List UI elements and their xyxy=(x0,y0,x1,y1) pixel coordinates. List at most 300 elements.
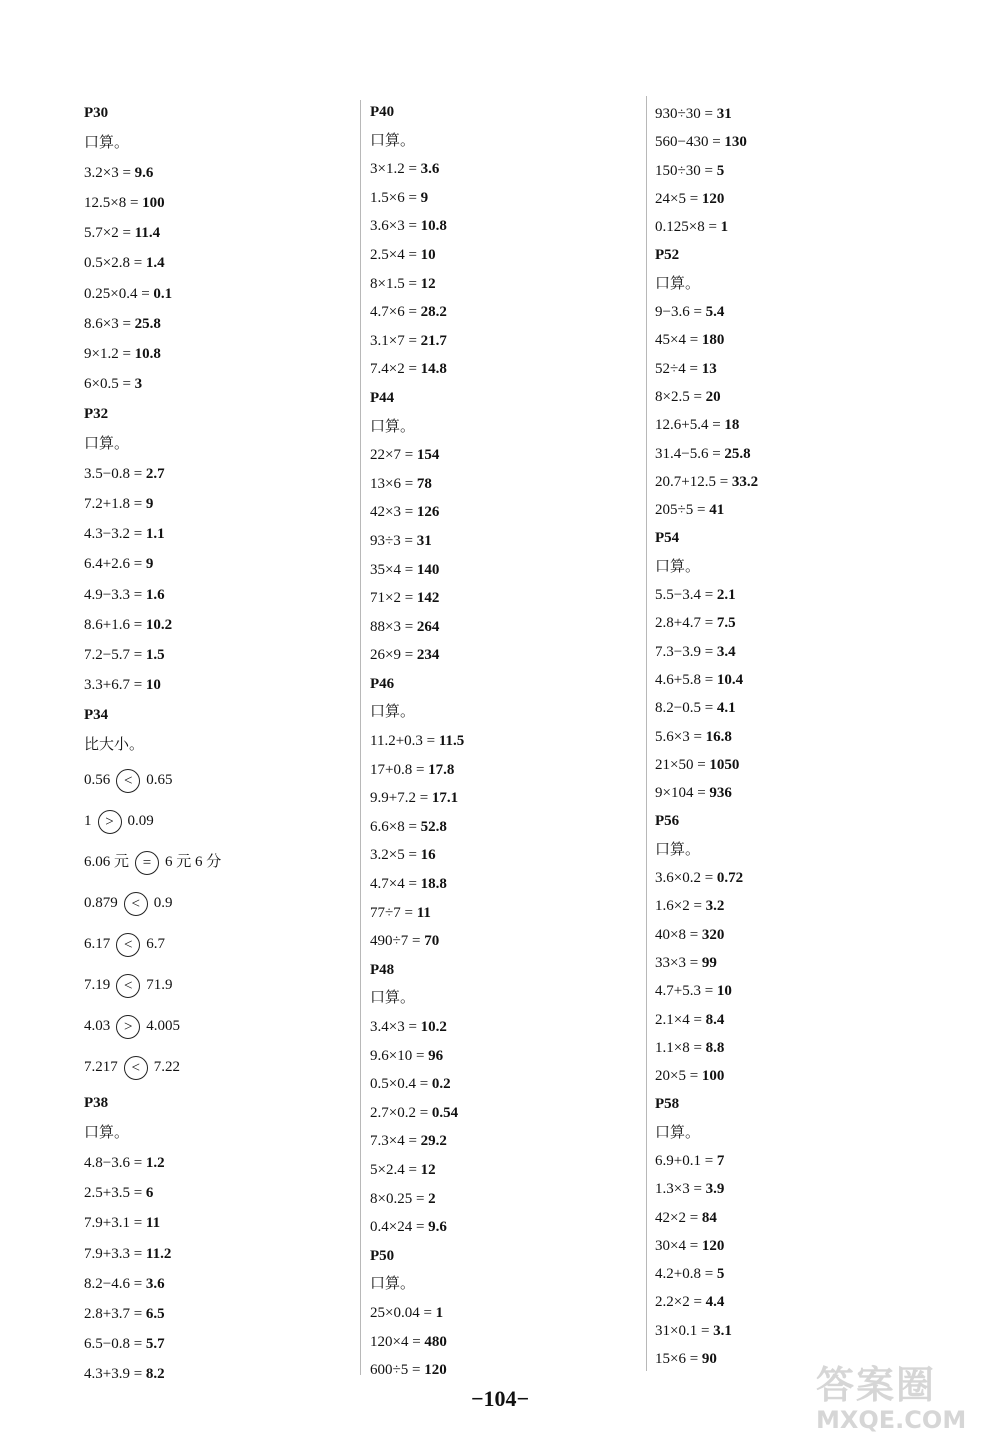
problem-answer: 33.2 xyxy=(731,473,759,490)
comparison-row xyxy=(84,801,354,842)
problem-expression: 3.5−0.8 = xyxy=(84,466,146,483)
problem-row xyxy=(370,527,630,556)
problem-answer: 264 xyxy=(416,618,440,635)
section-instruction: 口算。 xyxy=(84,436,130,453)
problem-row xyxy=(84,1239,354,1269)
comparison-right: 0.09 xyxy=(127,813,154,830)
problem-row xyxy=(655,1034,955,1062)
problem-row xyxy=(655,383,955,411)
problem-row xyxy=(655,326,955,354)
problem-answer: 10 xyxy=(716,983,732,1000)
problem-row xyxy=(655,779,955,807)
problem-answer: 11.4 xyxy=(134,225,161,242)
section-instruction: 口算。 xyxy=(370,418,416,435)
comparison-right: 0.65 xyxy=(146,772,173,789)
problem-row xyxy=(370,584,630,613)
problem-answer: 320 xyxy=(701,926,725,943)
problem-answer: 17.1 xyxy=(431,790,459,807)
problem-row xyxy=(370,841,630,870)
problem-expression: 5.5−3.4 = xyxy=(655,587,717,604)
comparison-sign-circle: < xyxy=(116,974,140,998)
problem-answer: 18 xyxy=(724,417,740,434)
section-block xyxy=(655,807,955,1090)
problem-answer: 17.8 xyxy=(428,761,455,778)
comparison-right: 7.22 xyxy=(153,1059,180,1076)
problem-answer: 31 xyxy=(716,106,732,122)
section-header: P58 xyxy=(655,1096,680,1113)
problem-expression: 40×8 = xyxy=(655,926,702,943)
problem-row xyxy=(370,184,630,213)
problem-answer: 1.2 xyxy=(145,1155,165,1172)
problem-answer: 1.5 xyxy=(145,646,165,663)
problem-row xyxy=(370,1070,630,1099)
problem-expression: 12.6+5.4 = xyxy=(655,417,725,434)
problem-answer: 5 xyxy=(716,162,725,179)
problem-expression: 4.7+5.3 = xyxy=(655,983,717,1000)
problem-row xyxy=(655,977,955,1005)
problem-expression: 3.2×3 = xyxy=(84,165,135,182)
problem-answer: 78 xyxy=(416,475,432,492)
problem-expression: 4.7×4 = xyxy=(370,876,421,893)
problem-row xyxy=(370,756,630,785)
section-instruction: 口算。 xyxy=(370,1276,416,1293)
problem-expression: 2.1×4 = xyxy=(655,1011,706,1028)
problem-expression: 30×4 = xyxy=(655,1237,702,1254)
problem-row xyxy=(655,609,955,637)
problem-answer: 120 xyxy=(424,1362,447,1379)
problem-row xyxy=(84,1208,354,1238)
problem-row xyxy=(370,1299,630,1328)
comparison-left: 0.56 xyxy=(84,772,111,789)
problem-row xyxy=(655,128,955,156)
section-header: P30 xyxy=(84,105,109,121)
problem-answer: 70 xyxy=(424,933,440,950)
problem-answer: 13 xyxy=(701,360,717,377)
problem-row xyxy=(370,813,630,842)
problem-expression: 3.4×3 = xyxy=(370,1019,421,1035)
problem-answer: 2.7 xyxy=(145,466,165,483)
problem-row xyxy=(84,1329,354,1359)
problem-expression: 205÷5 = xyxy=(655,502,710,519)
problem-expression: 45×4 = xyxy=(655,332,702,349)
problem-row xyxy=(84,459,354,489)
problem-answer: 154 xyxy=(416,447,440,464)
problem-expression: 560−430 = xyxy=(655,134,725,151)
problem-answer: 936 xyxy=(709,785,732,802)
section-block xyxy=(370,1242,630,1385)
problem-row xyxy=(370,1356,630,1385)
problem-answer: 1.1 xyxy=(145,526,165,543)
problem-row xyxy=(655,723,955,751)
problem-expression: 25×0.04 = xyxy=(370,1304,436,1321)
problem-answer: 3.2 xyxy=(705,898,725,915)
problem-expression: 150÷30 = xyxy=(655,162,717,179)
problem-expression: 8.6+1.6 = xyxy=(84,616,146,633)
section-block xyxy=(84,98,354,399)
problem-expression: 4.6+5.8 = xyxy=(655,671,717,688)
comparison-row xyxy=(84,842,354,883)
problem-expression: 4.8−3.6 = xyxy=(84,1155,146,1172)
problem-answer: 10 xyxy=(420,246,436,263)
problem-expression: 4.7×6 = xyxy=(370,304,421,321)
problem-row xyxy=(84,1269,354,1299)
problem-row xyxy=(370,1127,630,1156)
comparison-sign-circle: < xyxy=(116,933,140,957)
problem-expression: 3.6×3 = xyxy=(370,218,421,235)
problem-expression: 3.6×0.2 = xyxy=(655,870,717,887)
column-2 xyxy=(370,98,630,1385)
problem-answer: 8.2 xyxy=(145,1365,165,1382)
problem-row xyxy=(370,556,630,585)
problem-row xyxy=(370,613,630,642)
problem-row xyxy=(370,870,630,899)
problem-answer: 12 xyxy=(420,1161,436,1178)
problem-expression: 2.8+3.7 = xyxy=(84,1305,146,1322)
section-header: P48 xyxy=(370,961,395,978)
problem-answer: 21.7 xyxy=(420,332,447,349)
problem-answer: 10.4 xyxy=(716,671,744,688)
problem-expression: 7.3×4 = xyxy=(370,1133,421,1150)
problem-expression: 6×0.5 = xyxy=(84,375,135,392)
problem-row xyxy=(370,155,630,184)
problem-answer: 4.1 xyxy=(716,700,736,717)
problem-row xyxy=(655,1260,955,1288)
problem-answer: 11 xyxy=(145,1215,161,1232)
problem-expression: 9.6×10 = xyxy=(370,1047,429,1064)
problem-expression: 3×1.2 = xyxy=(370,161,421,178)
problem-answer: 0.1 xyxy=(153,285,173,302)
problem-expression: 6.5−0.8 = xyxy=(84,1335,146,1352)
comparison-right: 6.7 xyxy=(146,936,165,953)
column-3 xyxy=(655,100,955,1373)
problem-answer: 52.8 xyxy=(420,818,447,835)
problem-answer: 126 xyxy=(416,504,440,521)
problem-row xyxy=(370,327,630,356)
problem-answer: 25.8 xyxy=(134,315,161,332)
problem-expression: 21×50 = xyxy=(655,756,710,773)
problem-expression: 7.2−5.7 = xyxy=(84,646,146,663)
comparison-sign-circle: > xyxy=(98,810,122,834)
problem-row xyxy=(84,1359,354,1389)
problem-row xyxy=(370,641,630,670)
comparison-sign-circle: < xyxy=(124,1056,148,1080)
problem-answer: 10.2 xyxy=(420,1019,447,1035)
problem-row xyxy=(370,441,630,470)
problem-expression: 5.7×2 = xyxy=(84,225,135,242)
section-instruction: 口算。 xyxy=(370,132,416,149)
section-block xyxy=(370,98,630,384)
section-header: P52 xyxy=(655,247,680,264)
problem-expression: 88×3 = xyxy=(370,618,417,635)
problem-row xyxy=(655,298,955,326)
problem-expression: 13×6 = xyxy=(370,475,417,492)
problem-answer: 130 xyxy=(724,134,747,151)
problem-answer: 5 xyxy=(716,1266,725,1283)
problem-expression: 5.6×3 = xyxy=(655,728,706,745)
problem-row xyxy=(655,1147,955,1175)
problem-row xyxy=(655,694,955,722)
section-instruction: 口算。 xyxy=(84,1125,130,1142)
problem-answer: 6 xyxy=(145,1185,154,1202)
problem-row xyxy=(370,470,630,499)
section-instruction: 口算。 xyxy=(655,841,701,858)
problem-expression: 42×3 = xyxy=(370,504,417,521)
section-block xyxy=(370,956,630,1242)
problem-expression: 12.5×8 = xyxy=(84,195,143,212)
problem-expression: 0.5×0.4 = xyxy=(370,1076,432,1093)
watermark-cn: 答案圈 xyxy=(816,1363,937,1407)
section-header: P32 xyxy=(84,405,109,422)
problem-expression: 3.2×5 = xyxy=(370,847,421,864)
problem-expression: 4.2+0.8 = xyxy=(655,1266,717,1283)
section-instruction: 口算。 xyxy=(370,990,416,1007)
problem-row xyxy=(370,355,630,384)
section-block xyxy=(84,700,354,1088)
problem-row xyxy=(84,670,354,700)
problem-row xyxy=(84,1148,354,1178)
problem-row xyxy=(84,489,354,519)
problem-answer: 9 xyxy=(420,189,429,206)
comparison-sign-circle: < xyxy=(116,769,140,793)
problem-row xyxy=(655,1062,955,1090)
problem-answer: 3.6 xyxy=(145,1275,165,1292)
problem-row xyxy=(84,1178,354,1208)
problem-row xyxy=(655,949,955,977)
problem-answer: 0.54 xyxy=(431,1104,459,1121)
problem-answer: 1.6 xyxy=(145,586,165,603)
comparison-row xyxy=(84,883,354,924)
problem-row xyxy=(655,1317,955,1345)
problem-row xyxy=(370,241,630,270)
problem-expression: 2.2×2 = xyxy=(655,1294,706,1311)
problem-row xyxy=(84,610,354,640)
problem-answer: 1 xyxy=(435,1304,444,1321)
problem-answer: 18.8 xyxy=(420,876,447,893)
problem-answer: 1.4 xyxy=(145,255,165,272)
section-block xyxy=(655,524,955,807)
problem-answer: 11 xyxy=(416,904,431,921)
problem-answer: 6.5 xyxy=(145,1305,165,1322)
comparison-left: 1 xyxy=(84,813,92,830)
problem-row xyxy=(84,218,354,248)
problem-answer: 29.2 xyxy=(420,1133,447,1150)
problem-expression: 0.5×2.8 = xyxy=(84,255,146,272)
problem-answer: 10.2 xyxy=(145,616,173,633)
watermark-logo xyxy=(816,1364,996,1439)
problem-expression: 9.9+7.2 = xyxy=(370,790,432,807)
problem-row xyxy=(84,369,354,399)
watermark-en: MXQE.COM xyxy=(816,1406,967,1434)
section-block xyxy=(84,1088,354,1389)
problem-expression: 8×0.25 = xyxy=(370,1190,429,1207)
problem-row xyxy=(655,581,955,609)
problem-answer: 480 xyxy=(424,1333,447,1350)
comparison-right: 4.005 xyxy=(146,1018,180,1035)
section-block xyxy=(655,241,955,524)
problem-answer: 28.2 xyxy=(420,304,447,321)
problem-row xyxy=(84,158,354,188)
problem-expression: 93÷3 = xyxy=(370,532,417,549)
comparison-left: 6.17 xyxy=(84,936,111,953)
problem-expression: 33×3 = xyxy=(655,954,702,971)
problem-answer: 1050 xyxy=(709,756,740,773)
problem-answer: 11.5 xyxy=(438,733,465,750)
column-divider-right xyxy=(646,96,647,1371)
problem-row xyxy=(655,751,955,779)
problem-row xyxy=(370,727,630,756)
problem-answer: 1 xyxy=(720,219,729,236)
problem-expression: 8×1.5 = xyxy=(370,275,421,292)
problem-expression: 7.2+1.8 = xyxy=(84,496,146,513)
comparison-right: 0.9 xyxy=(153,895,173,912)
problem-expression: 490÷7 = xyxy=(370,933,425,950)
problem-row xyxy=(370,1328,630,1357)
problem-expression: 1.3×3 = xyxy=(655,1181,706,1198)
problem-answer: 4.4 xyxy=(705,1294,725,1311)
problem-answer: 5.7 xyxy=(145,1335,165,1352)
section-header: P46 xyxy=(370,675,395,692)
problem-row xyxy=(370,212,630,241)
problem-expression: 24×5 = xyxy=(655,190,702,207)
problem-expression: 0.125×8 = xyxy=(655,219,721,236)
problem-expression: 2.5×4 = xyxy=(370,246,421,263)
comparison-sign-circle: < xyxy=(124,892,148,916)
problem-answer: 7 xyxy=(716,1152,725,1169)
problem-expression: 7.4×2 = xyxy=(370,361,421,378)
page-number: −104− xyxy=(470,1386,530,1411)
problem-answer: 10.8 xyxy=(134,345,161,362)
comparison-right: 6 元 6 分 xyxy=(165,854,222,871)
problem-answer: 142 xyxy=(416,590,440,607)
problem-row xyxy=(370,1213,630,1242)
problem-row xyxy=(370,270,630,299)
section-instruction: 口算。 xyxy=(655,558,701,575)
problem-answer: 5.4 xyxy=(705,304,725,321)
problem-expression: 600÷5 = xyxy=(370,1362,425,1379)
section-instruction: 口算。 xyxy=(84,135,130,152)
problem-row xyxy=(655,892,955,920)
problem-expression: 0.25×0.4 = xyxy=(84,285,154,302)
problem-answer: 90 xyxy=(701,1351,717,1368)
problem-expression: 17+0.8 = xyxy=(370,761,429,778)
problem-expression: 1.5×6 = xyxy=(370,189,421,206)
problem-expression: 3.3+6.7 = xyxy=(84,676,146,693)
problem-answer: 140 xyxy=(416,561,440,578)
problem-answer: 120 xyxy=(701,190,725,207)
comparison-left: 4.03 xyxy=(84,1018,111,1035)
problem-answer: 14.8 xyxy=(420,361,447,378)
problem-expression: 8.2−4.6 = xyxy=(84,1275,146,1292)
problem-row xyxy=(655,185,955,213)
problem-answer: 10.8 xyxy=(420,218,447,235)
problem-expression: 77÷7 = xyxy=(370,904,417,921)
problem-answer: 16 xyxy=(420,847,436,864)
problem-answer: 7.5 xyxy=(716,615,736,632)
section-block xyxy=(84,399,354,700)
section-block xyxy=(370,384,630,670)
problem-row xyxy=(370,784,630,813)
problem-answer: 120 xyxy=(701,1237,725,1254)
comparison-row xyxy=(84,1006,354,1047)
problem-row xyxy=(655,100,955,128)
problem-answer: 8.4 xyxy=(705,1011,725,1028)
problem-answer: 9 xyxy=(145,496,154,513)
problem-row xyxy=(370,298,630,327)
problem-row xyxy=(84,519,354,549)
problem-row xyxy=(84,309,354,339)
problem-row xyxy=(655,666,955,694)
comparison-left: 6.06 元 xyxy=(84,854,130,871)
problem-answer: 9 xyxy=(145,556,154,573)
problem-row xyxy=(655,1006,955,1034)
problem-expression: 9×1.2 = xyxy=(84,345,135,362)
problem-answer: 2 xyxy=(428,1190,436,1207)
problem-row xyxy=(370,1185,630,1214)
problem-row xyxy=(655,468,955,496)
problem-row xyxy=(370,1156,630,1185)
problem-expression: 71×2 = xyxy=(370,590,417,607)
problem-expression: 7.9+3.1 = xyxy=(84,1215,146,1232)
problem-expression: 3.1×7 = xyxy=(370,332,421,349)
problem-expression: 4.9−3.3 = xyxy=(84,586,146,603)
problem-row xyxy=(655,1232,955,1260)
problem-answer: 20 xyxy=(705,388,721,405)
problem-row xyxy=(655,496,955,524)
comparison-row xyxy=(84,965,354,1006)
problem-row xyxy=(84,339,354,369)
problem-row xyxy=(370,498,630,527)
section-header: P50 xyxy=(370,1247,395,1264)
problem-answer: 11.2 xyxy=(145,1245,172,1262)
problem-answer: 3.6 xyxy=(420,161,440,178)
problem-expression: 31×0.1 = xyxy=(655,1322,714,1339)
problem-answer: 3.1 xyxy=(713,1322,732,1339)
section-block xyxy=(370,670,630,956)
problem-row xyxy=(655,921,955,949)
problem-answer: 100 xyxy=(701,1068,725,1085)
section-header: P38 xyxy=(84,1095,109,1112)
problem-answer: 25.8 xyxy=(724,445,751,462)
problem-row xyxy=(84,188,354,218)
problem-answer: 31 xyxy=(416,532,432,549)
problem-row xyxy=(655,411,955,439)
problem-answer: 100 xyxy=(142,195,165,212)
problem-row xyxy=(655,1175,955,1203)
problem-answer: 41 xyxy=(709,502,725,519)
problem-expression: 2.8+4.7 = xyxy=(655,615,717,632)
problem-row xyxy=(84,580,354,610)
problem-row xyxy=(655,440,955,468)
problem-row xyxy=(370,1099,630,1128)
section-header: P44 xyxy=(370,389,395,406)
problem-expression: 2.5+3.5 = xyxy=(84,1185,146,1202)
problem-row xyxy=(655,638,955,666)
problem-expression: 930÷30 = xyxy=(655,106,717,122)
problem-answer: 12 xyxy=(420,275,436,292)
problem-expression: 8×2.5 = xyxy=(655,388,706,405)
problem-row xyxy=(655,355,955,383)
section-header: P40 xyxy=(370,104,395,120)
problem-expression: 2.7×0.2 = xyxy=(370,1104,432,1121)
problem-expression: 15×6 = xyxy=(655,1351,702,1368)
comparison-left: 0.879 xyxy=(84,895,118,912)
problem-expression: 20×5 = xyxy=(655,1068,702,1085)
section-instruction: 比大小。 xyxy=(84,736,145,753)
problem-expression: 6.9+0.1 = xyxy=(655,1152,717,1169)
problem-expression: 9×104 = xyxy=(655,785,710,802)
problem-expression: 6.6×8 = xyxy=(370,818,421,835)
problem-expression: 5×2.4 = xyxy=(370,1161,421,1178)
